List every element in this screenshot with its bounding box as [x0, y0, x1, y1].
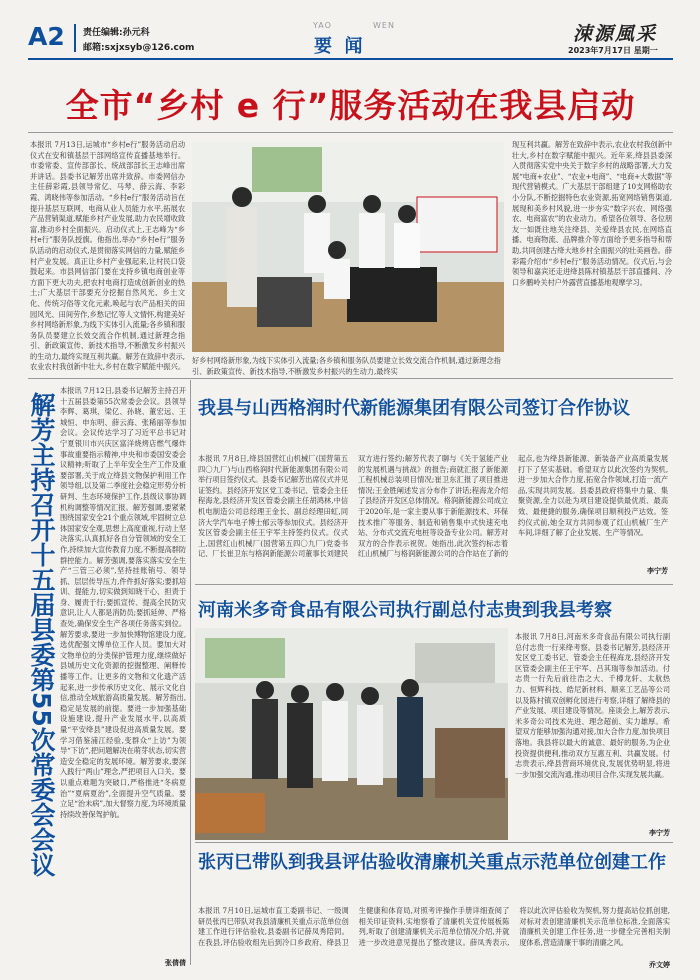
story4-headline: 河南米多奇食品有限公司执行副总付志贵到我县考察: [198, 600, 612, 621]
main-headline: 全市“乡村 e 行”服务活动在我县启动: [65, 86, 636, 125]
story1-text: 本报讯 7月13日,运城市“乡村e行”服务活动启动仪式在安和镇基层干部网络宣传直播基地举行。市委常委、宣传部部长、统战部部长王志峰出席并讲话。县委书记解芳出席并致辞。市委网信办主任薛彩霞,县领导常亿、马琴、薛云海、李彩霞、鸿晓伟等参加活动。“乡村e行”服务活动旨在提升基层互联网、电商从业人员能力水平,拓展农产品营销渠道,赋能乡村产业发展,助力农民增收致富,推动乡村全面振兴。启动仪式上,王志峰为“乡村e行”服务队授旗。他指出,举办“乡村e行”服务队活动的启动仪式,是贯彻落实网信的力量,赋能乡村产业发展。真正让乡村产业强起来,让村民口袋鼓起来。市县网信部门要在支持乡镇电商创业等方面下更大功夫,把农村电商打造成创新创业的热土;广大基层干部要充分挖掘自然风光、乡土文化、传统习俗等文化元素,唤起与农产品相关的田园风光、田间劳作,乡愁记忆等人文情怀,构建美好乡村网络新形象,为线下实体引入流量;各乡镇和服务队员要建立长效交流合作机制,通过新理念指引、新政策宣传、新技术指导,不断激发乡村振兴的生动力,最终实现互利共赢。解芳在致辞中表示,农业农村我创新中壮大,乡村在数字赋能中振兴。: [30, 140, 185, 372]
masthead: [28, 20, 673, 58]
story2-headline: 解芳主持召开十五届县委第55次常委会会议: [27, 392, 56, 877]
story2-body: [60, 386, 186, 954]
story3-author: 李宁芳: [647, 567, 668, 575]
rule: [195, 842, 673, 843]
editor-label: 责任编辑:孙元科: [83, 28, 150, 38]
section-name: 要 闻: [314, 36, 363, 57]
issue-date: 2023年7月17日 星期一: [568, 46, 658, 55]
story2-text: 本报讯 7月12日,县委书记解芳主持召开十五届县委第55次常委会会议。县领导李辉、葛琪、梁亿、孙晓、董宏远、王城恒、申东明、薛云海、张稀丽等参加会议。会议传达学习了习近平总书记对宁夏银川市兴庆区富洋烧烤店燃气爆炸事故重要指示精神,中央和市委国安委会议精神;听取了上半年安全生产工作及重要部署,关于成立绛县文物保护利用工作领导组,以及第二季度社会稳定形势分析研判、生态环境保护工作,县级议事协调机构调整等情况汇报。解芳强调,要紧紧围绕国家安全21个重点领域,牢固树立总体国家安全观,思想上高度重视,行动上坚决落实,认真抓好各自分管领域的安全工作,持续加大宣传教育力度,不断提高群防群控能力。解芳强调,要落实落实安全生产“三管三必须”,坚持挂账销号、领导抓、层层传导压力,件件抓好落实;要抓培训、提能力,切实做到知晓干心、担责于身、履责于行;要抓宣传、提高全民防灾意识,让人人都是消防员;要抓延伸、严格查处,确保安全生产各项任务落实到位。解芳要求,要进一步加快博物馆建设力度,选优配强文博单位工作人员。要加大对文物单位的分类保护管理力度,继续做好县城历史文化资源的挖掘整理、阐释传播等工作。让更多的文物和文化遗产活起来,进一步传承历史文化、展示文化自信,推动全域旅游高质量发展。解芳指出,稳定是发展的前提。要进一步加强基础设施建设,提升产业发展水平,以高质量“平安绛县”建设促进高质量发展。要学习借鉴浦江经验,变群众“上访”为领导“下访”,把问题解决在萌芽状态,切实营造安全稳定的发展环境。解芳要求,要深入践行“两山”理念,严把项目入口关。要以重点难题为突破口,严格推进“冬病夏治”“夏病夏治”,全面提升空气质量。要立足“治未病”,加大督察力度,为环境质量持续改善保驾护航。: [60, 386, 186, 819]
rule: [28, 378, 673, 379]
story5-body: [198, 906, 670, 960]
story1-body-col2: [192, 356, 504, 377]
story1-photo: [192, 142, 504, 352]
story3-headline: 我县与山西格润时代新能源集团有限公司签订合作协议: [198, 398, 630, 419]
story2-vertical-headline: [26, 392, 56, 882]
story4-body: [515, 632, 670, 824]
rule: [28, 132, 673, 133]
divider: [74, 24, 76, 52]
page-code: A2: [28, 22, 65, 51]
section-pinyin-2: WEN: [373, 21, 395, 30]
column-rule: [190, 380, 191, 965]
story3-body: [198, 454, 668, 569]
story1-text-col3: 现互利共赢。解芳在致辞中表示,农业农村我创新中壮大,乡村在数字赋能中振兴。近年来,绛县县委深入贯彻落实党中央关于数字乡村的战略部署,大力发展“电商+农业”、“农业+电商”、“电商+大数据”等现代营销模式。广大基层干部组建了10支网格助农小分队,不断挖掘特色农业资源,拓宽网络销售渠道,展现和美乡村风貌,进一步夯实“数字兴农、网络强农、电商富农”的农业动力。希望各位领导、各位朋友一如既往地关注绛县、关爱绛县农民,在网络直播、电商物流、品牌推介等方面给予更多指导和帮助,共同创建古绛大地乡村全面振兴的壮美画卷。薛彩霞介绍市“乡村e行”服务活动情况。仪式后,与会领导和嘉宾还走进绛县陈村镇基层干部直播间、冷口乡鹏岭关村户外露营直播基地观摩学习。: [512, 140, 672, 287]
story1-text-col2: 好乡村网络新形象,为线下实体引入流量;各乡镇和服务队员要建立长效交流合作机制,通过新理念指引、新政策宣传、新技术指导,不断激发乡村振兴的生动力,最终实: [192, 356, 501, 376]
rule: [195, 584, 673, 585]
story2-author: 张倩倩: [165, 959, 186, 967]
story5-author: 乔文婷: [649, 961, 670, 969]
masthead-rule: [28, 58, 673, 60]
section-pinyin-1: YAO: [313, 21, 332, 30]
story3-text: 本报讯 7月8日,绛县国营红山机械厂(国营第五四〇九厂)与山西格润时代新能源集团有限公司举行项目签约仪式。县委书记解芳出席仪式并见证签约。县经济开发区党工委书记、管委会主任程海龙,县经济开发区管委会副主任胡鸿林,中信机电制造公司总经理王金长、副总经理田虹,同济大学汽车电子博士郁云等参加仪式。县经济开发区管委会副主任王宇军主持签约仪式。仪式上,国营红山机械厂(国营第五四〇九厂)党委书记、厂长崔卫东与格润新能源公司董事长刘建民双方进行签约;解芳代表了聊与《关于氢能产业的发展机遇与挑战》的报告;商就汇报了新能源工程机械总装项目情况;崔卫东汇报了项目推进情况;王金胜阐述发言分布作了讲话;程海龙介绍了县经济开发区总体情况。格润新能源公司成立于2020年,是一家主要从事于新能源技术、环保技术推广等服务、制造和销售集中式快速充电站、分布式交流充电桩等设备专业公司。解芳对双方的合作表示祝贺。她指出,此次签约标志着红山机械厂与格润新能源公司的合作站在了新的起点,也为绛县新能源、新装备产业高质量发展打下了坚实基础。希望双方以此次签约为契机,进一步加大合作力度,拓宽合作领域,打造一流产品,实现共同发展。县委县政府将集中力量、集聚资源,全力以赴为项目建设提供最优质、最高效、最便捷的服务,确保项目顺利投产达效。签约仪式前,她全双方共同参观了红山机械厂生产车间,详细了解了企业发展、生产等情况。: [198, 454, 668, 559]
story1-body-col3: [512, 140, 672, 372]
story1-body-col1: [30, 140, 185, 372]
meeting-photo-illustration: [192, 142, 504, 352]
story5-headline: 张丙巳带队到我县评估验收清廉机关重点示范单位创建工作: [198, 852, 666, 873]
story4-author: 李宁芳: [649, 829, 670, 837]
story4-photo: [195, 628, 508, 840]
factory-visit-photo-illustration: [195, 628, 508, 840]
story5-text: 本报讯 7月10日,运城市直工委副书记、一级调研员张丙巳带队对我县清廉机关重点示范单位创建工作进行评估验收,县委副书记薛凤秀陪同。在我县,评估验收组先后到冷口乡政府、绛县卫生健康和体育局,对照考评操作手册详细查阅了相关印证资料,实地察看了清廉机关宣传展板陈列,听取了创建清廉机关示范单位情况介绍,并就进一步改进意见提出了整改建议。薛凤秀表示,将以此次评估验收为契机,努力提高站位抓创建,对标对表创建清廉机关示范单位标准,全面落实清廉机关创建工作任务,进一步健全完善相关制度体系,营造清廉干事的清廉之风。: [198, 906, 670, 947]
paper-name: 涑源風采: [573, 23, 658, 45]
story4-text: 本报讯 7月8日,河南米多奇食品有限公司执行副总付志贵一行来绛考察。县委书记解芳,县经济开发区党工委书记、管委会主任程海龙,县经济开发区管委会副主任王宇军、吕其瑞等参加活动。付志贵一行先后前往浩之大、千樽龙轩、太航热力、恒辉科技、皓尼新材料、顺来工艺品等公司以及陈村镇双创孵化园进行考察,详细了解绛县的产业发展、项目建设等情况。座谈会上,解芳表示,米多奇公司技术先进、理念超前、实力雄厚。希望双方能够加强沟通对接,加大合作力度,加快项目落地。我县将以最大的诚意、最好的服务,为企业投资提供便利,推动双方互惠互利、共赢发展。付志贵表示,绛县营商环境优良,发展优势明显,将进一步加强交流沟通,推动项目合作,实现发展共赢。: [515, 632, 670, 779]
email-label: 邮箱:sxjxsyb@126.com: [83, 43, 195, 53]
